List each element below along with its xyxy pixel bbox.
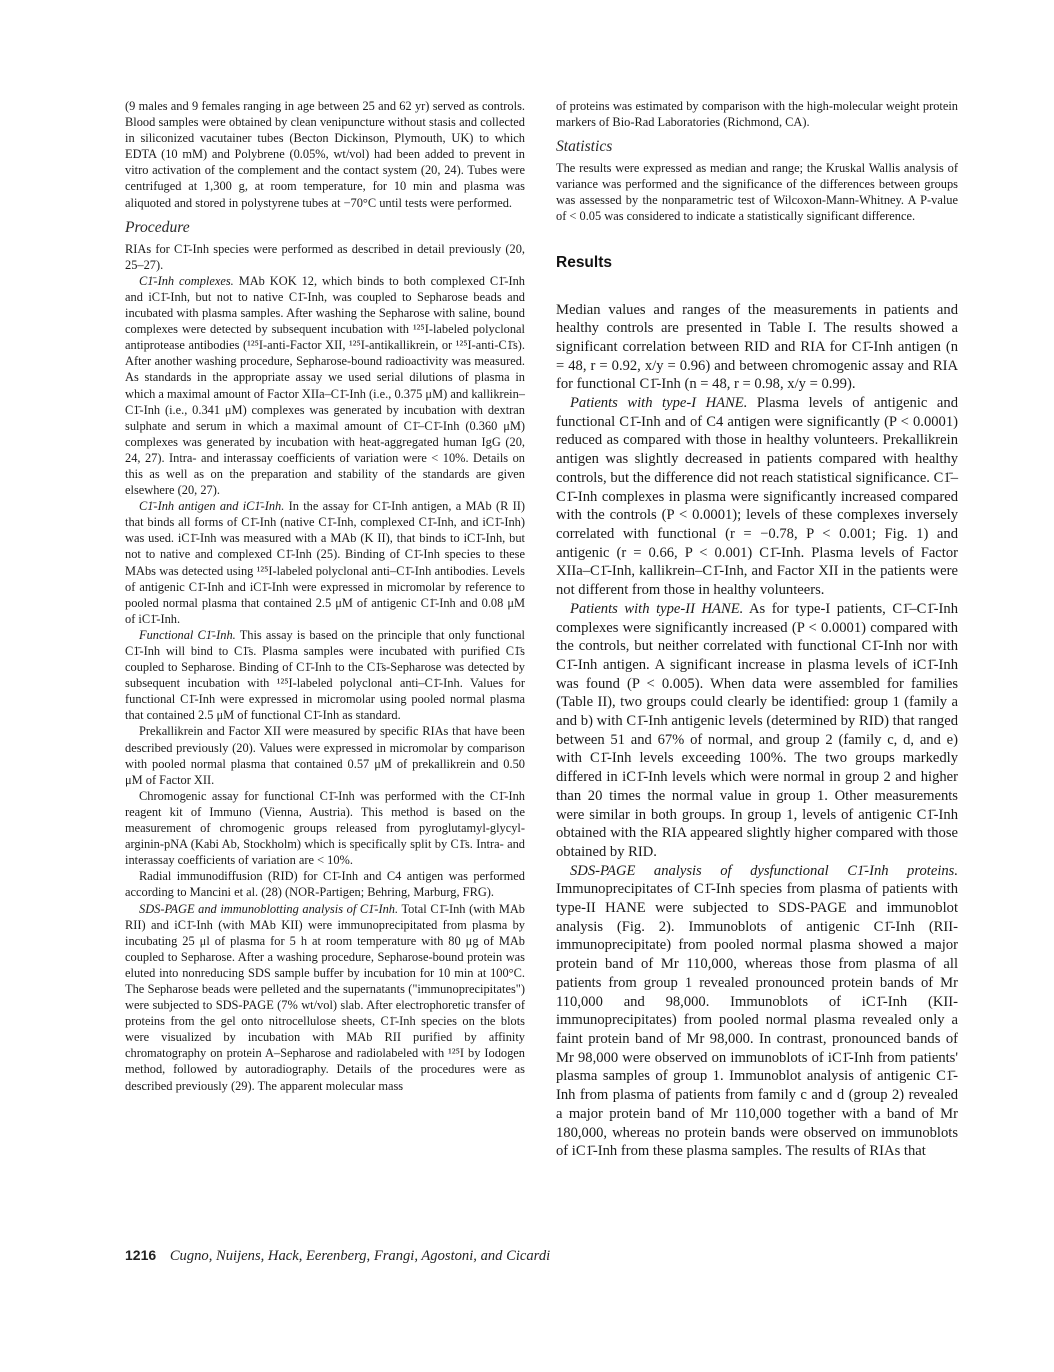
right-column: [556, 98, 958, 1161]
antigen-text: In the assay for C1̄-Inh antigen, a MAb (R II) that binds all forms of C1̄-Inh (native C1̄-Inh, complexed C1̄-Inh, and iC1̄-Inh) was used. iC1̄-Inh was measured with a MAb (K II), that binds to iC1̄-Inh, but not to native and complexed C1̄-Inh (25). Binding of C1̄-Inh species to these MAbs was detected using ¹²⁵I-labeled polyclonal anti–C1̄-Inh antibodies. Levels of antigenic C1̄-Inh and iC1̄-Inh were expressed in micromolar by reference to pooled normal plasma that contained 2.5 μM of antigenic C1̄-Inh and 0.08 μM of iC1̄-Inh.: [125, 499, 525, 626]
statistics-heading: Statistics: [556, 138, 613, 156]
complexes-paragraph: [125, 273, 525, 498]
statistics-paragraph: The results were expressed as median and range; the Kruskal Wallis analysis of variance was performed and the significance of the differences between groups was assessed by the nonparametric test of Wilcoxon-Mann-Whitney. A P-value of < 0.05 was considered to indicate a statistically significant difference.: [556, 161, 958, 224]
antigen-runin: C1̄-Inh antigen and iC1̄-Inh.: [139, 499, 285, 514]
chromogenic-paragraph: Chromogenic assay for functional C1̄-Inh was performed with the C1̄-Inh reagent kit of Immuno (Vienna, Austria). This method is based on the measurement of chromogenic groups released from pyroglutamyl-glycyl-arginin-pNA (Kabi Ab, Stockholm) which is specifically split by C1̄s. Intra- and interassay coefficients of variation are < 10%.: [125, 788, 525, 868]
sds-results-paragraph: [556, 862, 958, 1161]
functional-text: This assay is based on the principle that only functional C1̄-Inh will bind to C1̄s. Plasma samples were incubated with purified C1̄s coupled to Sepharose. Binding of C1̄-Inh to the C1̄s-Sepharose was detected by subsequent incubation with ¹²⁵I-labeled polyclonal anti–C1̄-Inh. Values for functional C1̄-Inh were expressed in micromolar using pooled normal plasma that contained 2.5 μM of functional C1̄-Inh as standard.: [125, 627, 525, 723]
page-number: 1216: [125, 1247, 157, 1263]
sds-methods-runin: SDS-PAGE and immunoblotting analysis of C1̄-Inh.: [139, 901, 399, 916]
complexes-text: MAb KOK 12, which binds to both complexed C1̄-Inh and iC1̄-Inh, but not to native C1̄-Inh, was coupled to Sepharose beads and incubated with plasma samples. After washing the Sepharose with saline, bound complexes were detected by subsequent incubation with ¹²⁵I-labeled polyclonal antiprotease antibodies (¹²⁵I-anti-Factor XII, ¹²⁵I-antikallikrein, or ¹²⁵I-anti-C1̄s). After another washing procedure, Sepharose-bound radioactivity was measured. As standards in the appropriate assay we used serial dilutions of plasma in which a maximal amount of Factor XIIa–C1̄-Inh (i.e., 0.375 μM) and kallikrein–C1̄-Inh (i.e., 0.341 μM) complexes was generated by incubation with dextran sulphate and serum in which a maximal amount of C1̄–C1̄-Inh (0.360 μM) complexes was generated by incubation with heat-aggregated human IgG (20, 24, 27). Intra- and interassay coefficients of variation were < 10%. Details on this as well as on the preparation and stability of the standards are given elsewhere (20, 27).: [125, 273, 525, 498]
functional-paragraph: [125, 627, 525, 724]
results-block: [556, 301, 958, 1161]
procedure-heading: Procedure: [125, 218, 190, 236]
results-paragraph: Median values and ranges of the measurements in patients and healthy controls are presented in Table I. The results showed a significant correlation between RID and RIA for C1̄-Inh antigen (n = 48, r = 0.92, x/y = 0.96) and between chromogenic assay and RIA for functional C1̄-Inh (n = 48, r = 0.98, x/y = 0.99).: [556, 301, 958, 393]
antigen-paragraph: [125, 498, 525, 627]
type2-runin: Patients with type-II HANE.: [570, 600, 744, 617]
sds-results-runin: SDS-PAGE analysis of dysfunctional C1̄-Inh proteins.: [570, 862, 958, 879]
prekallikrein-paragraph: Prekallikrein and Factor XII were measured by specific RIAs that have been described previously (20). Values were expressed in micromolar by comparison with pooled normal plasma that contained 0.57 μM of prekallikrein and 0.50 μM of Factor XII.: [125, 724, 525, 787]
intro-paragraph: (9 males and 9 females ranging in age between 25 and 62 yr) served as controls. Blood samples were obtained by clean venipuncture without stasis and collected in siliconized vacutainer tubes (Becton Dickinson, Plymouth, UK) to which EDTA (10 mM) and Polybrene (0.05%, wt/vol) had been added to prevent in vitro activation of the complement and the contact system (20, 24). Tubes were centrifuged at 1,300 g, at room temperature, for 10 min and plasma was aliquoted and stored in polystyrene tubes at −70°C until tests were performed.: [125, 99, 525, 210]
sds-methods-paragraph: [125, 901, 525, 1094]
type1-runin: Patients with type-I HANE.: [570, 395, 748, 412]
page-footer: [125, 1247, 550, 1265]
functional-runin: Functional C1̄-Inh.: [139, 627, 236, 642]
sds-methods-text: Total C1̄-Inh (with MAb RII) and iC1̄-Inh (with MAb KII) were immunoprecipitated from plasma by incubating 25 μl of plasma for 5 h at room temperature with 80 μg of MAb coupled to Sepharose. After a washing procedure, Sepharose-bound protein was eluted into nonreducing SDS sample buffer by incubation for 10 min at 100°C. The Sepharose beads were pelleted and the supernatants ("immunoprecipitates") were subjected to SDS-PAGE (7% wt/vol) slab. After electrophoretic transfer of proteins from the gel onto nitrocellulose sheets, C1̄-Inh species on the blots were visualized by incubation with MAb RII purified by affinity chromatography on protein A–Sepharose and radiolabeled with ¹²⁵I by Iodogen method, followed by autoradiography. Details of the procedures were as described previously (29). The apparent molecular mass: [125, 901, 525, 1093]
running-authors: Cugno, Nuijens, Hack, Eerenberg, Frangi, Agostoni, and Cicardi: [169, 1248, 551, 1264]
rid-paragraph: Radial immunodiffusion (RID) for C1̄-Inh and C4 antigen was performed according to Mancini et al. (28) (NOR-Partigen; Behring, Marburg, FRG).: [125, 869, 525, 900]
right-methods-block: [556, 98, 958, 225]
type1-text: Plasma levels of antigenic and functional C1̄-Inh and of C4 antigen were significantly (P < 0.0001) reduced as compared with those in healthy volunteers. Prekallikrein antigen was slightly decreased in patients compared with healthy controls, but the difference did not reach statistical significance. C1̄–C1̄-Inh complexes in plasma were significantly increased compared with the controls (P < 0.0001); levels of these complexes inversely correlated with functional (r = −0.78, P < 0.001; Fig. 1) and antigenic (r = 0.66, P < 0.001) C1̄-Inh. Plasma levels of Factor XIIa–C1̄-Inh, kallikrein–C1̄-Inh, and Factor XII in the patients were not different from those in healthy volunteers.: [556, 395, 958, 599]
type2-paragraph: [556, 600, 958, 862]
results-heading: Results: [556, 253, 612, 271]
procedure-paragraph: RIAs for C1̄-Inh species were performed as described in detail previously (20, 25–27).: [125, 241, 525, 272]
type1-paragraph: [556, 394, 958, 600]
methods-continuation-paragraph: of proteins was estimated by comparison with the high-molecular weight protein markers of Bio-Rad Laboratories (Richmond, CA).: [556, 99, 958, 130]
left-column: [125, 98, 525, 1094]
complexes-runin: C1̄-Inh complexes.: [139, 273, 234, 288]
sds-results-text: Immunoprecipitates of C1̄-Inh species from plasma of patients with type-II HANE were subjected to SDS-PAGE and immunoblot analysis (Fig. 2). Immunoblots of antigenic C1̄-Inh (RII-immunoprecipitate) from pooled normal plasma showed a major protein band of Mr 110,000, whereas those from plasma of all patients from group 1 revealed pronounced protein bands of Mr 110,000 and 98,000. Immunoblots of iC1̄-Inh (KII-immunoprecipitates) from pooled normal plasma revealed only a faint protein band of Mr 98,000. In contrast, pronounced bands of Mr 98,000 were observed on immunoblots of iC1̄-Inh from patients' plasma samples of group 1. Immunoblot analysis of antigenic C1̄-Inh from plasma of patients from family c and d (group 2) revealed a major protein band of Mr 110,000 together with a band of Mr 180,000, whereas no protein bands were observed on immunoblots of iC1̄-Inh from these plasma samples. The results of RIAs that: [556, 881, 958, 1160]
type2-text: As for type-I patients, C1̄–C1̄-Inh complexes were significantly increased (P < 0.0001) compared with the controls, but neither correlated with functional C1̄-Inh nor with C1̄-Inh antigen. A significant increase in plasma levels of iC1̄-Inh was found (P < 0.005). When data were assembled for families (Table II), two groups could clearly be identified: group 1 (family a and b) with C1̄-Inh antigenic levels (determined by RID) that ranged between 51 and 67% of normal, and group 2 (family c, d, and e) with C1̄-Inh levels exceeding 100%. The two groups markedly differed in iC1̄-Inh levels which were normal in group 2 and higher than 20 times the normal value in group 1. Other measurements were similar in both groups. In group 1, levels of antigenic C1̄-Inh obtained with the RIA appeared slightly higher compared with those obtained by RID.: [556, 600, 958, 860]
